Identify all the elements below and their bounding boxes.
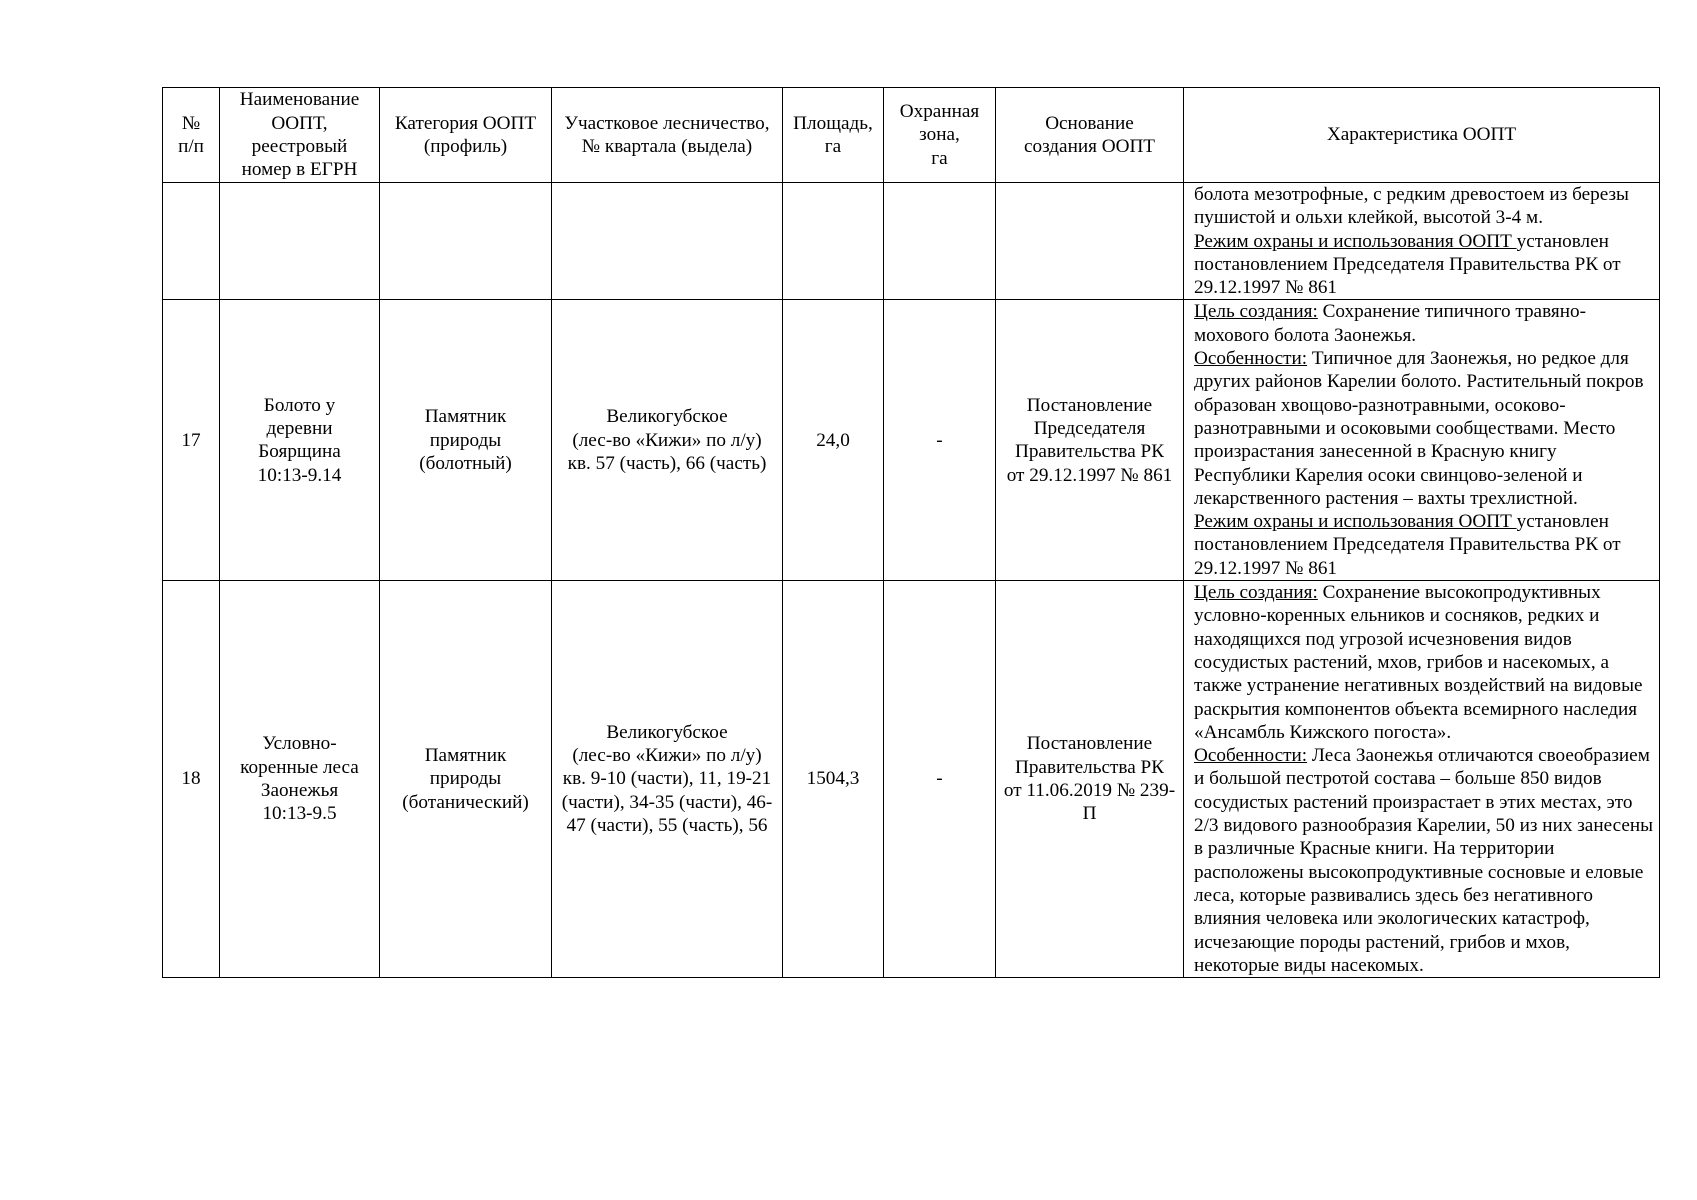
cell-forestry: Великогубское (лес-во «Кижи» по л/у) кв. 57 (часть), 66 (часть) xyxy=(552,300,783,581)
cell-area: 1504,3 xyxy=(783,581,884,978)
cell-name: Болото у деревни Боярщина 10:13-9.14 xyxy=(220,300,380,581)
cell-number: 18 xyxy=(163,581,220,978)
header-zone: Охранная зона, га xyxy=(884,88,996,183)
table-row xyxy=(163,300,1660,581)
cell-number xyxy=(163,183,220,300)
oopt-table xyxy=(162,87,1660,978)
cell-category: Памятник природы (болотный) xyxy=(380,300,552,581)
char-paragraph: болота мезотрофные, с редким древостоем из березы пушистой и ольхи клейкой, высотой 3-4 м. xyxy=(1194,184,1629,229)
cell-characteristic xyxy=(1184,183,1660,300)
header-characteristic: Характеристика ООПТ xyxy=(1184,88,1660,183)
cell-zone: - xyxy=(884,300,996,581)
char-label: Цель создания: xyxy=(1194,582,1318,604)
cell-basis: Постановление Правительства РК от 11.06.2019 № 239- П xyxy=(996,581,1184,978)
cell-zone xyxy=(884,183,996,300)
cell-basis: Постановление Председателя Правительства РК от 29.12.1997 № 861 xyxy=(996,300,1184,581)
cell-characteristic xyxy=(1184,300,1660,581)
cell-name xyxy=(220,183,380,300)
char-label: Режим охраны и использования ООПТ xyxy=(1194,230,1517,252)
char-label: Режим охраны и использования ООПТ xyxy=(1194,511,1517,533)
char-paragraph: Особенности: Типичное для Заонежья, но редкое для других районов Карелии болото. Растительный покров образован хвощово-разнотравными, осоково-разнотравными и осоковыми сообществами. Место произрастания занесенной в Красную книгу Республики Карелия осоки свинцово-зеленой и лекарственного растения – вахты трехлистной. xyxy=(1194,348,1644,509)
cell-area: 24,0 xyxy=(783,300,884,581)
cell-number: 17 xyxy=(163,300,220,581)
char-paragraph: Режим охраны и использования ООПТ установлен постановлением Председателя Правительства РК от 29.12.1997 № 861 xyxy=(1194,230,1621,299)
header-number: № п/п xyxy=(163,88,220,183)
header-forestry: Участковое лесничество, № квартала (выдела) xyxy=(552,88,783,183)
cell-category: Памятник природы (ботанический) xyxy=(380,581,552,978)
char-paragraph: Режим охраны и использования ООПТ установлен постановлением Председателя Правительства РК от 29.12.1997 № 861 xyxy=(1194,511,1621,579)
table-header-row xyxy=(163,88,1660,183)
cell-area xyxy=(783,183,884,300)
cell-category xyxy=(380,183,552,300)
char-paragraph: Цель создания: Сохранение типичного травяно-мохового болота Заонежья. xyxy=(1194,301,1586,346)
cell-name: Условно- коренные леса Заонежья 10:13-9.5 xyxy=(220,581,380,978)
char-paragraph: Особенности: Леса Заонежья отличаются своеобразием и большой пестротой состава – больше 850 видов сосудистых растений произрастает в этих местах, это 2/3 видового разнообразия Карелии, 50 из них занесены в различные Красные книги. На территории расположены высокопродуктивные сосновые и еловые леса, которые развивались здесь без негативного влияния человека или экологических катастроф, исчезающие породы растений, грибов и мхов, некоторые виды насекомых. xyxy=(1194,745,1654,976)
char-label: Особенности: xyxy=(1194,745,1308,767)
table-row xyxy=(163,581,1660,978)
char-label: Цель создания: xyxy=(1194,301,1318,323)
cell-forestry: Великогубское (лес-во «Кижи» по л/у) кв. 9-10 (части), 11, 19-21 (части), 34-35 (части), 46- 47 (части), 55 (часть), 56 xyxy=(552,581,783,978)
char-label: Особенности: xyxy=(1194,348,1308,370)
char-paragraph: Цель создания: Сохранение высокопродуктивных условно-коренных ельников и сосняков, редких и находящихся под угрозой исчезновения видов сосудистых растений, мхов, грибов и насекомых, а также устранение негативных воздействий на видовые раскрытия компонентов объекта всемирного наследия «Ансамбль Кижского погоста». xyxy=(1194,582,1643,743)
header-basis: Основание создания ООПТ xyxy=(996,88,1184,183)
table-row-continuation xyxy=(163,183,1660,300)
header-name: Наименование ООПТ, реестровый номер в ЕГРН xyxy=(220,88,380,183)
cell-characteristic xyxy=(1184,581,1660,978)
header-category: Категория ООПТ (профиль) xyxy=(380,88,552,183)
header-area: Площадь, га xyxy=(783,88,884,183)
cell-zone: - xyxy=(884,581,996,978)
cell-basis xyxy=(996,183,1184,300)
cell-forestry xyxy=(552,183,783,300)
